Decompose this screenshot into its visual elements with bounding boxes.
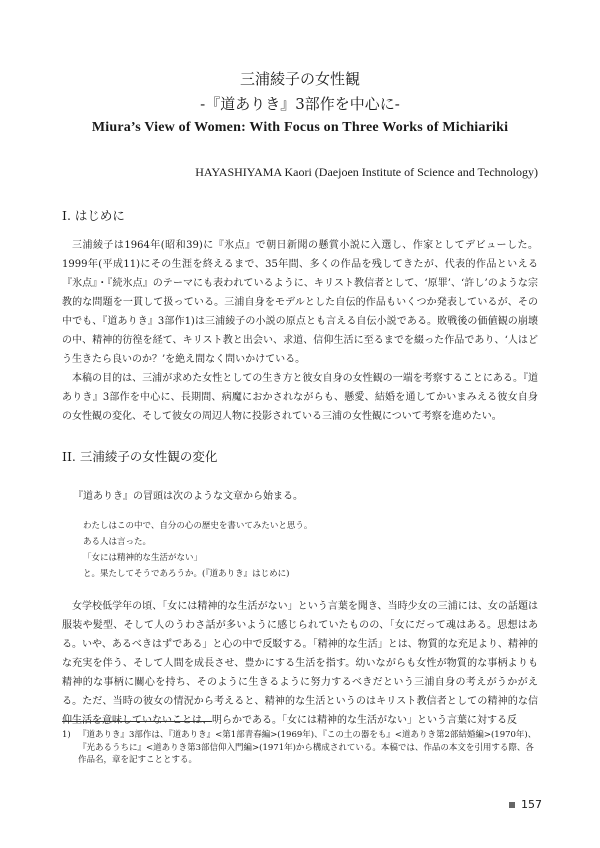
- title-japanese: 三浦綾子の女性観: [239, 70, 360, 88]
- section1-paragraph-1: 三浦綾子は1964年(昭和39)に『氷点』で朝日新聞の懸賞小説に入選し、作家としてデビューした。1999年(平成11)にその生涯を終えるまで、35年間、多くの作品を残してきたが、代表的作品といえる『氷点』・『続氷点』のテーマにも表われているように、キリスト教信者として、‘原罪’、‘許し’のような宗教的な問題を一貫して扱っている。三浦自身をモデルとした自伝的作品もいくつか発表しているが、その中でも、『道ありき』3部作1)は三浦綾子の小説の原点とも言える自伝小説である。敗戦後の価値観の崩壊の中、精神的彷徨を経て、キリスト教と出会い、求道、信仰生活に至るまでを綴った作品であり、‘人はどう生きたら良いのか？’を絶え間なく問いかけている。: [62, 240, 538, 365]
- quote-line: と。果たしてそうであろうか。(『道ありき』はじめに): [83, 569, 290, 579]
- subtitle-japanese: -『道ありき』3部作を中心に-: [200, 95, 400, 113]
- page-number-value: 157: [521, 798, 542, 811]
- quote-line: ある人は言った。: [83, 537, 152, 547]
- footnote: [62, 729, 538, 767]
- section2-paragraph-1: 女学校低学年の頃、「女には精神的な生活がない」という言葉を聞き、当時少女の三浦には、女の話題は服装や髪型、そして人のうわさ話が多いように感じられていたものの、「女にだって魂はある。思想はある。いや、あるべきはずである」と心の中で反駁する。「精神的な生活」とは、物質的な充足より、精神的な充実を伴う、そして人間を成長させ、豊かにする生活を指す。幼いながらも女性が物質的な事柄よりも精神的な事柄に關心を持ち、そのように生きるように努力するべきだという三浦自身の考えがうかがえる。ただ、当時の彼女の情況から考えると、精神的な生活というのはキリスト教信者としての精神的な信仰生活を意味していないことは、明らかである。「女には精神的な生活がない」という言葉に対する反: [62, 601, 538, 726]
- section1-heading: Ⅰ. はじめに: [62, 208, 125, 223]
- title-english: Miura’s View of Women: With Focus on Three Works of Michiariki: [91, 120, 509, 135]
- square-bullet-icon: [509, 802, 515, 808]
- footnote-divider: [62, 721, 212, 722]
- footnote-text: 『道ありき』3部作は、『道ありき』<第1部青春編>(1969年)、『この土の器をも』<道ありき第2部結婚編>(1970年)、『光あるうちに』<道ありき第3部信仰入門編>(1971年)から構成されている。本稿では、作品の本文を引用する際、各作品名，章を記すこととする。: [78, 730, 537, 765]
- section2-heading: II. 三浦綾子の女性観の変化: [62, 449, 218, 464]
- footnote-number: 1): [62, 730, 71, 740]
- block-quote: [83, 518, 312, 582]
- quote-intro: 『道ありき』の冒頭は次のような文章から始まる。: [73, 491, 303, 502]
- author-line: HAYASHIYAMA Kaori (Daejoen Institute of Science and Technology): [195, 165, 538, 179]
- section1-paragraph-2: 本稿の目的は、三浦が求めた女性としての生き方と彼女自身の女性観の一端を考察することにある。『道ありき』3部作を中心に、長期間、病魔におかされながらも、懸愛、結婚を通してかいまみえる彼女自身の女性観の変化、そして彼女の周辺人物に投影されている三浦の女性観について考察を進めたい。: [62, 373, 538, 422]
- quote-line: わたしはこの中で、自分の心の歴史を書いてみたいと思う。: [83, 521, 313, 531]
- page-number: [509, 798, 542, 811]
- quote-line: 「女には精神的な生活がない」: [83, 553, 203, 563]
